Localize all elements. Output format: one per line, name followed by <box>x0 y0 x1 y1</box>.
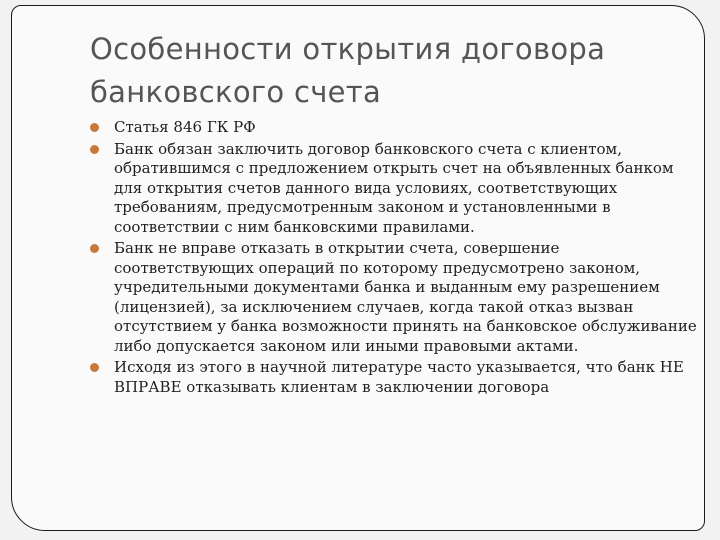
slide-title: Особенности открытия договора банковского счета <box>90 32 606 109</box>
bullet-text: Исходя из этого в научной литературе часто указывается, что банк НЕ ВПРАВЕ отказывать клиентам в заключении договора <box>114 358 684 396</box>
bullet-dot-icon <box>90 363 99 372</box>
bullet-list <box>89 118 699 399</box>
bullet-dot-icon <box>90 145 99 154</box>
bullet-dot-icon <box>90 244 99 253</box>
bullet-text: Банк обязан заключить договор банковского счета с клиентом, обратившимся с предложением открыть счет на объявленных банком для открытия счетов данного вида условиях, соответствующих требованиям, предусмотренным законом и установленными в соответствии с ним банковскими правилами. <box>114 139 674 236</box>
bullet-text: Статья 846 ГК РФ <box>114 118 256 136</box>
slide <box>11 5 705 531</box>
bullet-item <box>89 239 699 356</box>
bullet-item <box>89 140 699 238</box>
bullet-item <box>89 358 699 397</box>
bullet-text: Банк не вправе отказать в открытии счета, совершение соответствующих операций по которому предусмотрено законом, учредительными документами банка и выданным ему разрешением (лицензией), за исключением случаев, когда такой отказ вызван отсутствием у банка возможности принять на банковское обслуживание либо допускается законом или иными правовыми актами. <box>114 239 697 355</box>
bullet-item <box>89 118 699 138</box>
bullet-dot-icon <box>90 123 99 132</box>
